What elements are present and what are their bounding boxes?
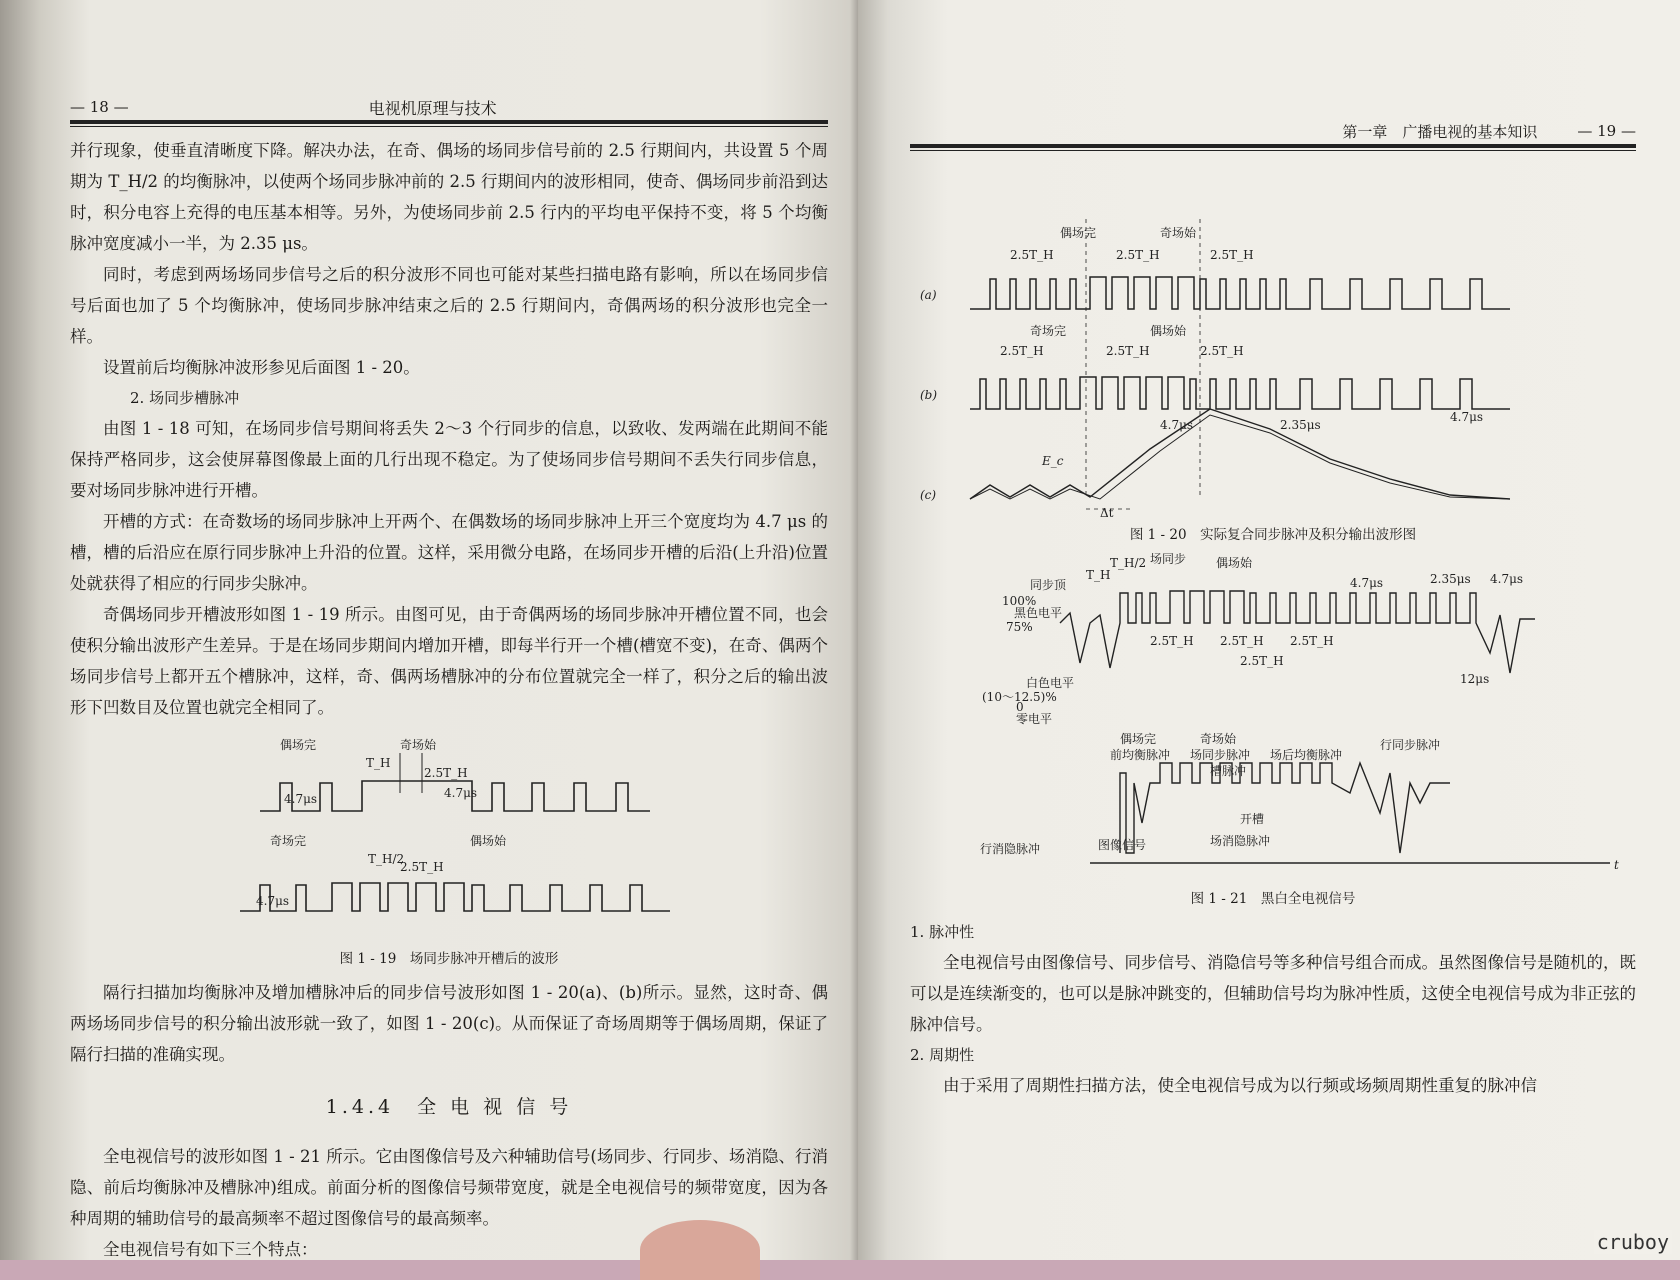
paragraph: 由于采用了周期性扫描方法，使全电视信号成为以行频或场频周期性重复的脉冲信 [943, 1076, 1537, 1095]
right-header [910, 120, 1636, 142]
header-rule-thin [910, 150, 1636, 151]
fig21-label: 偶场完 [1120, 732, 1157, 746]
fig21-waveform-top [1060, 591, 1535, 673]
left-page-number: — 18 — [70, 98, 129, 116]
fig21-label: 场同步 [1150, 553, 1187, 566]
fig20-label: 2.5T_H [1000, 344, 1044, 358]
fig20-label: 奇场始 [1160, 226, 1197, 240]
fig20-label: (a) [920, 288, 937, 302]
figure-1-20 [910, 159, 1636, 519]
fig20-label: 2.5T_H [1106, 344, 1150, 358]
fig19-label: T_H/2 [368, 852, 405, 866]
fig21-label: 行消隐脉冲 [980, 842, 1041, 856]
fig20-label: (c) [920, 488, 937, 502]
figure-caption: 图 1 - 20 实际复合同步脉冲及积分输出波形图 [1129, 527, 1417, 543]
right-page-number: — 19 — [1577, 122, 1636, 140]
fig21-label: 图像信号 [1098, 838, 1147, 852]
fig19-label: 4.7μs [256, 894, 290, 908]
paragraph: 全电视信号有如下三个特点： [103, 1240, 318, 1259]
fig21-label: 场后均衡脉冲 [1270, 748, 1343, 762]
paragraph: 隔行扫描加均衡脉冲及增加槽脉冲后的同步信号波形如图 1 - 20(a)、(b)所示。显然，这时奇、偶两场场同步信号的积分输出波形就一致了，如图 1 - 20(c)。从而保证了奇场周期等于偶场周期，保证了隔行扫描的准确实现。 [70, 983, 828, 1064]
fig20-label: 2.35μs [1280, 418, 1321, 432]
fig20-guides [1086, 219, 1200, 509]
paragraph: 并行现象，使垂直清晰度下降。解决办法，在奇、偶场的场同步信号前的 2.5 行期间内，共设置 5 个周期为 T_H/2 的均衡脉冲，以使两个场同步脉冲前的 2.5 行期间内的波形相同，使奇、偶场同步前沿到达时，积分电容上充得的电压基本相等。另外，为使场同步前 2.5 行内的平均电平保持不变，将 5 个均衡脉冲宽度减小一半，为 2.35 μs。 [70, 141, 828, 253]
fig19-label: 奇场始 [400, 738, 437, 752]
fig21-label: 槽脉冲 [1210, 764, 1247, 778]
fig20-label: 2.5T_H [1116, 248, 1160, 262]
fig21-labels [980, 553, 1619, 872]
fig19-labels [256, 737, 507, 908]
fig20-label: 奇场完 [1030, 324, 1067, 338]
left-header [70, 96, 828, 118]
fig21-label: T_H [1086, 568, 1111, 582]
subheading: 2. 场同步槽脉冲 [130, 389, 240, 407]
fig21-label: 开槽 [1240, 812, 1265, 826]
fig21-label: 4.7μs [1490, 572, 1524, 586]
fig19-label: T_H [366, 756, 391, 770]
fig21-label: 0 [1016, 700, 1024, 714]
paragraph: 由图 1 - 18 可知，在场同步信号期间将丢失 2～3 个行同步的信息，以致收、发两端在此期间不能保持严格同步，这会使屏幕图像最上面的几行出现不稳定。为了使场同步信号期间不丢失行同步信息，要对场同步脉冲进行开槽。 [70, 419, 828, 500]
watermark: cruboy [1594, 1230, 1672, 1254]
fig20-label: 偶场完 [1060, 226, 1097, 240]
fig21-label: 4.7μs [1350, 576, 1384, 590]
fig21-label: 奇场始 [1200, 732, 1237, 746]
fig19-label: 偶场始 [470, 834, 507, 848]
fig21-label: 同步顶 [1030, 578, 1067, 592]
book-title: 电视机原理与技术 [368, 98, 497, 118]
subheading: 1. 脉冲性 [910, 923, 975, 941]
fig20-label: 偶场始 [1150, 324, 1187, 338]
fig19-label: 偶场完 [280, 738, 317, 752]
fig21-label: 2.5T_H [1290, 634, 1334, 648]
fig20-label: 4.7μs [1450, 410, 1484, 424]
figure-caption: 图 1 - 19 场同步脉冲开槽后的波形 [339, 951, 559, 967]
paragraph: 同时，考虑到两场场同步信号之后的积分波形不同也可能对某些扫描电路有影响，所以在场同步信号后面也加了 5 个均衡脉冲，使场同步脉冲结束之后的 2.5 行期间内，奇偶两场的积分波形也完全一样。 [70, 265, 828, 346]
fig21-label: T_H/2 [1110, 556, 1147, 570]
fig19-label: 2.5T_H [424, 766, 468, 780]
fig21-label: 前均衡脉冲 [1110, 748, 1171, 762]
fig21-label: 零电平 [1016, 712, 1053, 726]
fig21-label: t [1614, 858, 1619, 872]
subheading: 2. 周期性 [910, 1046, 975, 1064]
fig19-waveform-odd [240, 883, 670, 911]
header-rule-thin [70, 126, 828, 127]
fig20-label: 4.7μs [1160, 418, 1194, 432]
fig20-waveform-a [970, 277, 1510, 309]
fig20-labels [920, 225, 1483, 519]
fig19-label: 4.7μs [444, 786, 478, 800]
right-page [858, 0, 1680, 1260]
figure-1-21 [910, 553, 1636, 883]
fig21-label: 行同步脉冲 [1380, 738, 1441, 752]
figure-1-19 [70, 733, 830, 943]
fig21-label: 黑色电平 [1014, 606, 1063, 620]
fig21-label: 12μs [1460, 672, 1490, 686]
paragraph: 全电视信号的波形如图 1 - 21 所示。它由图像信号及六种辅助信号(场同步、行同步、场消隐、行消隐、前后均衡脉冲及槽脉冲)组成。前面分析的图像信号频带宽度，就是全电视信号的频带宽度，因为各种周期的辅助信号的最高频率不超过图像信号的最高频率。 [70, 1147, 828, 1228]
fig19-waveform-even [260, 753, 650, 811]
fig21-label: 偶场始 [1216, 556, 1253, 570]
section-title: 1.4.4 全 电 视 信 号 [325, 1096, 573, 1118]
fig21-label: 白色电平 [1026, 676, 1075, 690]
fig19-label: 4.7μs [284, 792, 318, 806]
fig21-label: 2.35μs [1430, 572, 1471, 586]
fig19-label: 奇场完 [270, 834, 307, 848]
fig21-label: (10～12.5)% [982, 690, 1057, 704]
paragraph: 开槽的方式：在奇数场的场同步脉冲上开两个、在偶数场的场同步脉冲上开三个宽度均为 4.7 μs 的槽，槽的后沿应在原行同步脉冲上升沿的位置。这样，采用微分电路，在场同步开槽的后沿(上升沿)位置处就获得了相应的行同步尖脉冲。 [70, 512, 828, 593]
fig21-label: 场同步脉冲 [1190, 748, 1251, 762]
paragraph: 设置前后均衡脉冲波形参见后面图 1 - 20。 [103, 358, 420, 377]
fig19-label: 2.5T_H [400, 860, 444, 874]
chapter-title: 第一章 广播电视的基本知识 [1342, 122, 1538, 141]
fig20-label: 2.5T_H [1010, 248, 1054, 262]
fig20-label: E_c [1042, 454, 1064, 468]
fig20-label: Δt [1100, 506, 1114, 519]
header-rule [70, 120, 828, 124]
fig21-label: 75% [1006, 620, 1033, 634]
paragraph: 全电视信号由图像信号、同步信号、消隐信号等多种信号组合而成。虽然图像信号是随机的，既可以是连续渐变的，也可以是脉冲跳变的，但辅助信号均为脉冲性质，这使全电视信号成为非正弦的脉冲信号。 [910, 953, 1636, 1034]
fig21-label: 2.5T_H [1240, 654, 1284, 668]
fig21-waveform-bottom [1090, 763, 1610, 863]
fig21-label: 场消隐脉冲 [1210, 834, 1271, 848]
paragraph: 奇偶场同步开槽波形如图 1 - 19 所示。由图可见，由于奇偶两场的场同步脉冲开槽位置不同，也会使积分输出波形产生差异。于是在场同步期间内增加开槽，即每半行开一个槽(槽宽不变)，在奇、偶两个场同步信号上都开五个槽脉冲，这样，奇、偶两场槽脉冲的分布位置就完全一样了，积分之后的输出波形下凹数目及位置也就完全相同了。 [70, 605, 828, 717]
header-rule [910, 144, 1636, 148]
fig21-label: 100% [1002, 594, 1037, 608]
figure-caption: 图 1 - 21 黑白全电视信号 [1190, 891, 1356, 907]
fig20-label: (b) [920, 388, 938, 402]
fig20-waveform-b [970, 377, 1510, 409]
fig21-label: 2.5T_H [1150, 634, 1194, 648]
finger-photo-artifact [640, 1220, 760, 1280]
fig20-label: 2.5T_H [1200, 344, 1244, 358]
fig21-label: 2.5T_H [1220, 634, 1264, 648]
fig20-label: 2.5T_H [1210, 248, 1254, 262]
